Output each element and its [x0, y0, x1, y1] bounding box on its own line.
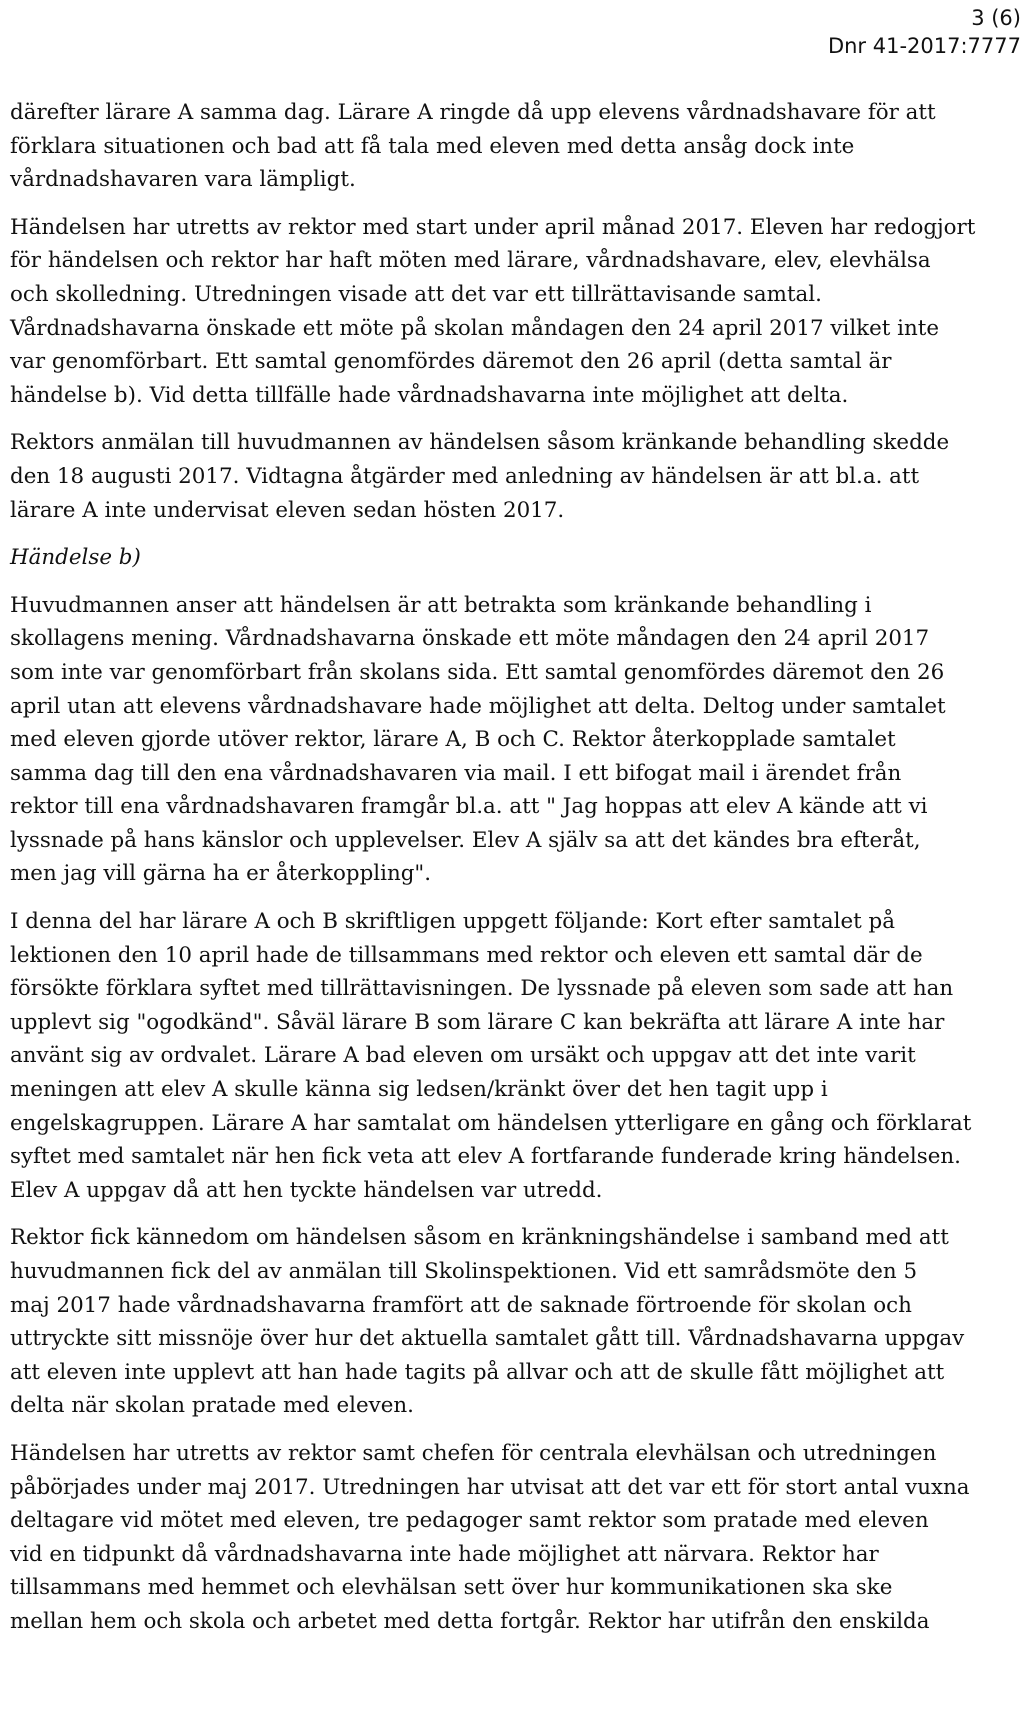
text-line: och skolledning. Utredningen visade att det var ett tillrättavisande samtal. [10, 281, 822, 307]
page-number: 3 (6) [971, 6, 1021, 30]
text-line: deltagare vid mötet med eleven, tre pedagoger samt rektor som pratade med eleven [10, 1508, 929, 1534]
text-line: Händelsen har utretts av rektor samt chefen för centrala elevhälsan och utredningen [10, 1440, 937, 1466]
text-line: för händelsen och rektor har haft möten med lärare, vårdnadshavare, elev, elevhälsa [10, 248, 931, 274]
text-line: med eleven gjorde utöver rektor, lärare A, B och C. Rektor återkopplade samtalet [10, 727, 896, 753]
text-line: händelse b). Vid detta tillfälle hade vårdnadshavarna inte möjlighet att delta. [10, 382, 849, 408]
text-line: samma dag till den ena vårdnadshavaren via mail. I ett bifogat mail i ärendet från [10, 760, 902, 786]
text-line: skollagens mening. Vårdnadshavarna önskade ett möte måndagen den 24 april 2017 [10, 626, 930, 652]
text-line: Huvudmannen anser att händelsen är att betrakta som kränkande behandling i [10, 592, 872, 618]
text-line: tillsammans med hemmet och elevhälsan sett över hur kommunikationen ska ske [10, 1575, 893, 1601]
case-number: Dnr 41-2017:7777 [827, 34, 1021, 58]
text-line: vårdnadshavaren vara lämpligt. [10, 167, 356, 193]
text-line: därefter lärare A samma dag. Lärare A ringde då upp elevens vårdnadshavare för att [10, 100, 936, 125]
text-line: lärare A inte undervisat eleven sedan hösten 2017. [10, 497, 565, 523]
paragraph [10, 589, 1020, 891]
text-line: engelskagruppen. Lärare A har samtalat om händelsen ytterligare en gång och förklarat [10, 1110, 972, 1136]
paragraph [10, 96, 1020, 197]
text-line: vid en tidpunkt då vårdnadshavarna inte hade möjlighet att närvara. Rektor har [10, 1541, 879, 1567]
paragraph [10, 905, 1020, 1207]
subheading-handelse-b: Händelse b) [10, 545, 141, 571]
text-line: förklara situationen och bad att få tala med eleven med detta ansåg dock inte [10, 133, 855, 159]
text-line: mellan hem och skola och arbetet med detta fortgår. Rektor har utifrån den enskilda [10, 1608, 930, 1634]
text-line: maj 2017 hade vårdnadshavarna framfört att de saknade förtroende för skolan och [10, 1292, 912, 1318]
text-line: använt sig av ordvalet. Lärare A bad eleven om ursäkt och uppgav att det inte varit [10, 1043, 916, 1069]
paragraph [10, 1437, 1020, 1639]
text-line: Vårdnadshavarna önskade ett möte på skolan måndagen den 24 april 2017 vilket inte [10, 315, 940, 341]
paragraph [10, 1221, 1020, 1423]
paragraph [10, 426, 1020, 527]
text-line: lektionen den 10 april hade de tillsammans med rektor och eleven ett samtal där de [10, 942, 923, 968]
page-header [828, 4, 1021, 60]
text-line: april utan att elevens vårdnadshavare hade möjlighet att delta. Deltog under samtalet [10, 693, 946, 719]
text-line: som inte var genomförbart från skolans sida. Ett samtal genomfördes däremot den 26 [10, 659, 945, 685]
text-line: delta när skolan pratade med eleven. [10, 1393, 414, 1419]
text-line: att eleven inte upplevt att han hade tagits på allvar och att de skulle fått möjlighet att [10, 1359, 945, 1385]
text-line: lyssnade på hans känslor och upplevelser. Elev A själv sa att det kändes bra efteråt, [10, 827, 921, 853]
paragraph [10, 211, 1020, 413]
text-line: Rektor fick kännedom om händelsen såsom en kränkningshändelse i samband med att [10, 1225, 949, 1251]
text-line: försökte förklara syftet med tillrättavisningen. De lyssnade på eleven som sade att han [10, 976, 954, 1002]
text-line: I denna del har lärare A och B skriftligen uppgett följande: Kort efter samtalet på [10, 909, 895, 935]
text-line: var genomförbart. Ett samtal genomfördes däremot den 26 april (detta samtal är [10, 349, 892, 375]
text-line: meningen att elev A skulle känna sig ledsen/kränkt över det hen tagit upp i [10, 1077, 828, 1103]
text-line: Rektors anmälan till huvudmannen av händelsen såsom kränkande behandling skedde [10, 430, 950, 456]
text-line: den 18 augusti 2017. Vidtagna åtgärder med anledning av händelsen är att bl.a. att [10, 463, 920, 489]
text-line: uttryckte sitt missnöje över hur det aktuella samtalet gått till. Vårdnadshavarna uppgav [10, 1326, 965, 1352]
text-line: syftet med samtalet när hen fick veta att elev A fortfarande funderade kring händelsen. [10, 1144, 961, 1170]
text-line: rektor till ena vårdnadshavaren framgår bl.a. att " Jag hoppas att elev A kände att vi [10, 794, 928, 820]
text-line: upplevt sig "ogodkänd". Såväl lärare B som lärare C kan bekräfta att lärare A inte har [10, 1009, 945, 1035]
section-a [10, 96, 1020, 527]
text-line: huvudmannen fick del av anmälan till Skolinspektionen. Vid ett samrådsmöte den 5 [10, 1259, 918, 1284]
text-line: Elev A uppgav då att hen tyckte händelsen var utredd. [10, 1177, 603, 1203]
text-line: påbörjades under maj 2017. Utredningen har utvisat att det var ett för stort antal vuxna [10, 1474, 970, 1500]
text-line: men jag vill gärna ha er återkoppling". [10, 861, 432, 887]
text-line: Händelsen har utretts av rektor med start under april månad 2017. Eleven har redogjort [10, 214, 976, 240]
document-body [10, 96, 1020, 1653]
section-b [10, 589, 1020, 1639]
